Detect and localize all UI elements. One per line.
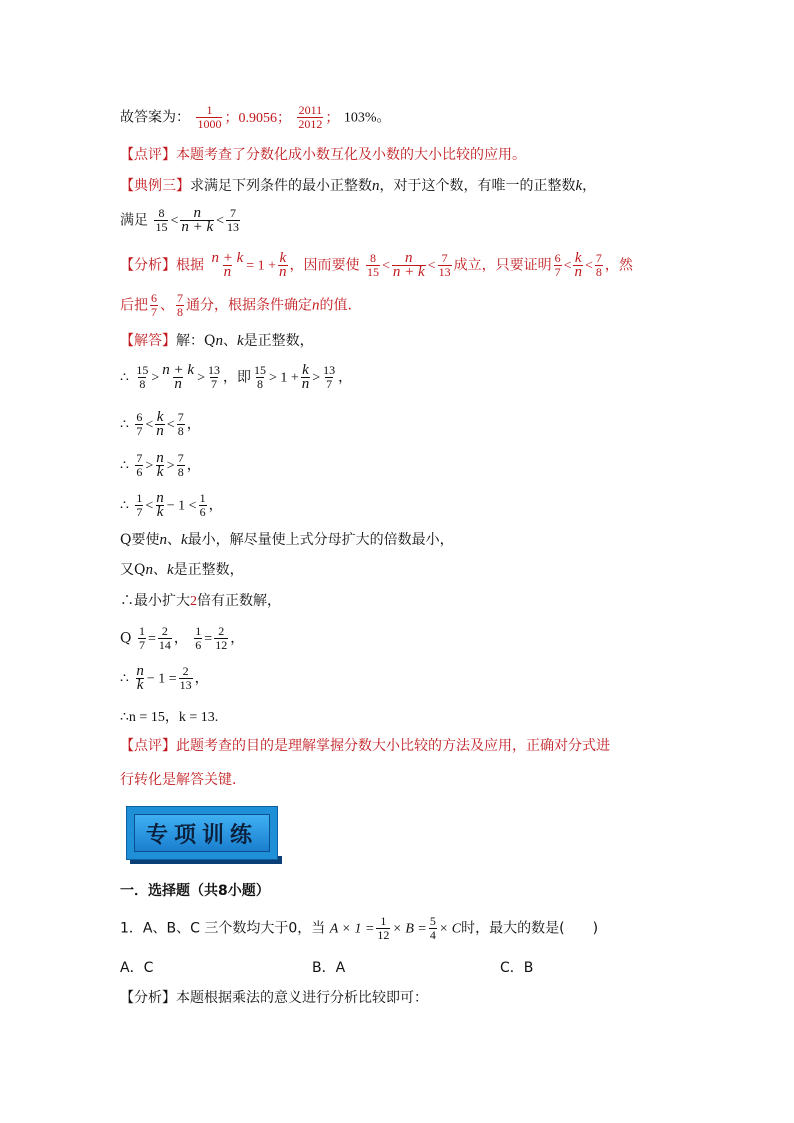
example-three: 【典例三】求满足下列条件的最小正整数n，对于这个数，有唯一的正整数k， (120, 178, 597, 194)
option-a: A．C (120, 960, 154, 976)
analysis-note-2: 【分析】本题根据乘法的意义进行分析比较即可： (120, 990, 428, 1006)
fraction-1-1000: $\frac{1}{1000}$ (197, 103, 222, 131)
analysis-line-1: 【分析】根据 $\frac{n + k}{n}$ = 1 + $\frac{k}{n}$ ，因而要使 $\frac{8}{15}$ < $\frac{n}{n + k}$ < $\frac{7}{13}$ 成立，只要证明 $\frac{6}{7}$ < $\frac{k}{n}$ < $\frac{7}{8}$ ，然 (120, 250, 633, 280)
solution-line-3: ∴ $\frac{7}{6}$ > $\frac{n}{k}$ > $\frac{7}{8}$ ， (120, 450, 201, 480)
section-heading: 一．选择题（共8小题） (120, 883, 270, 899)
solution-line-5: Q要使n、k最小，解尽量使上式分母扩大的倍数最小， (120, 532, 454, 548)
review-note-2-line-1: 【点评】此题考查的目的是理解掌握分数大小比较的方法及应用，正确对分式进 (120, 738, 610, 754)
analysis-line-2: 后把 $\frac{6}{7}$ 、 $\frac{7}{8}$ 通分，根据条件确定n的值. (120, 291, 352, 319)
answer-line: 故答案为： $\frac{1}{1000}$ ；0.9056； $\frac{2011}{2012}$ ； 103%。 (120, 103, 391, 131)
fraction-2011-2012: $\frac{2011}{2012}$ (298, 103, 323, 131)
solution-line-0: 【解答】解：Qn、k是正整数， (120, 333, 314, 349)
question-1: 1．A、B、C 三个数均大于0，当 A × 1 = $\frac{1}{12}$ × B = $\frac{5}{4}$ × C时，最大的数是( ) (120, 914, 599, 942)
answer-prefix: 故答案为： (120, 109, 190, 126)
solution-line-8: Q $\frac{1}{7}$ = $\frac{2}{14}$ ， $\frac{1}{6}$ = $\frac{2}{12}$ ， (120, 624, 245, 652)
solution-line-2: ∴ $\frac{6}{7}$ < $\frac{k}{n}$ < $\frac{7}{8}$ ， (120, 409, 201, 439)
percent-value: 103% (343, 110, 377, 126)
review-note-2-line-2: 行转化是解答关键. (120, 772, 237, 788)
example-tag: 【典例三】 (120, 178, 190, 194)
banner-title: 专项训练 (134, 814, 270, 852)
option-c: C．B (500, 960, 534, 976)
example-condition: 满足 $\frac{8}{15}$ < $\frac{n}{n + k}$ < $\frac{7}{13}$ (120, 205, 240, 235)
solution-line-7: ∴最小扩大2倍有正数解， (120, 593, 281, 609)
option-b: B．A (312, 960, 346, 976)
review-note-1: 【点评】本题考查了分数化成小数互化及小数的大小比较的应用。 (120, 147, 526, 163)
solution-line-6: 又Qn、k是正整数， (120, 562, 244, 578)
solution-line-4: ∴ $\frac{1}{7}$ < $\frac{n}{k}$ − 1 < $\frac{1}{6}$ ， (120, 490, 223, 520)
solution-line-10: ∴n = 15，k = 13. (120, 709, 219, 725)
special-training-banner (126, 806, 278, 860)
solution-line-1: ∴ $\frac{15}{8}$ > $\frac{n + k}{n}$ > $\frac{13}{7}$ ，即 $\frac{15}{8}$ > 1 + $\frac{k}{n}$ > $\frac{13}{7}$ ， (120, 362, 353, 392)
solution-line-9: ∴ $\frac{n}{k}$ − 1 = $\frac{2}{13}$ ， (120, 663, 209, 693)
